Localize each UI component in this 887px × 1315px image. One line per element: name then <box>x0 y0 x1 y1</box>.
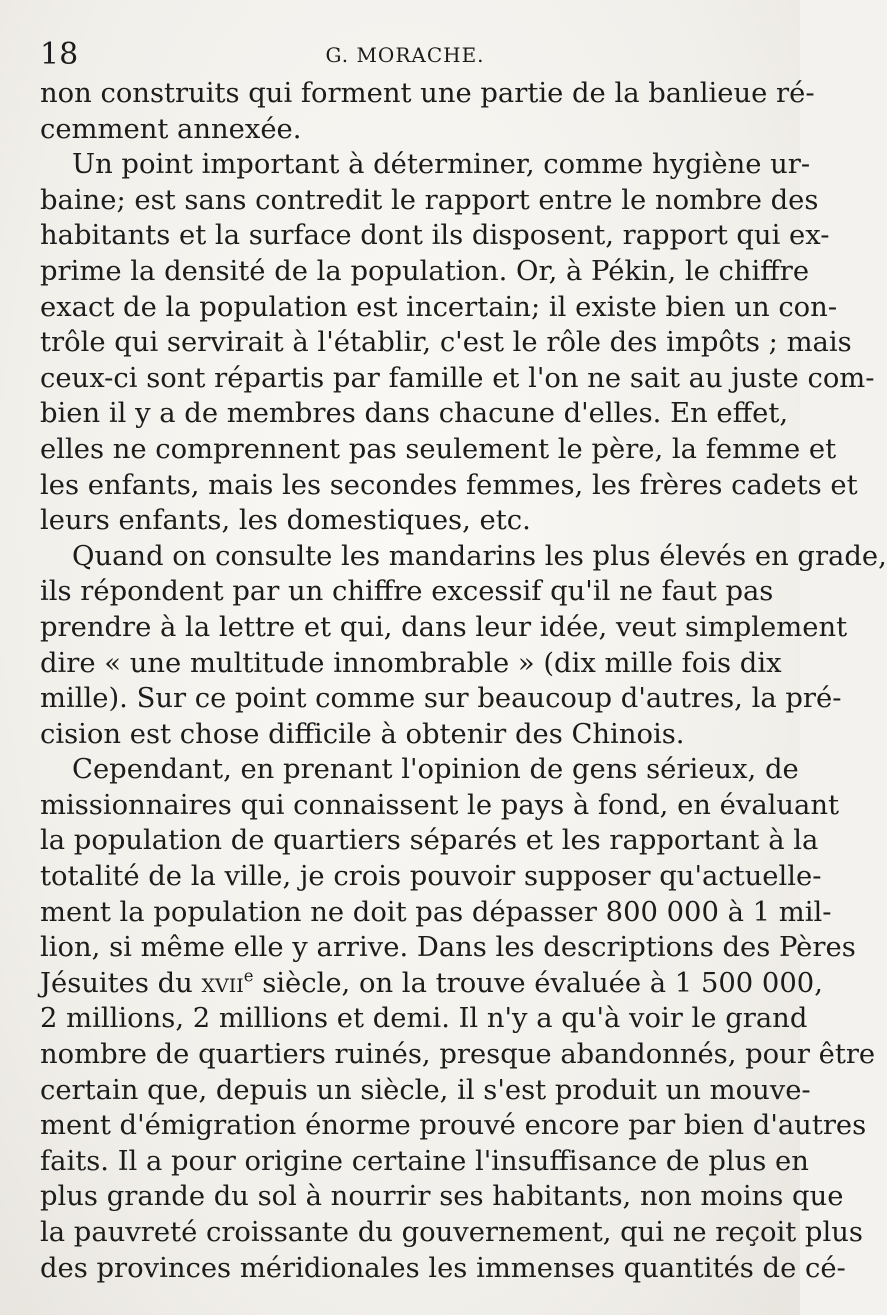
text-line: bien il y a de membres dans chacune d'elles. En effet, <box>40 398 789 430</box>
text-line: exact de la population est incertain; il existe bien un con- <box>40 291 838 323</box>
text-line: ils répondent par un chiffre excessif qu'il ne faut pas <box>40 576 774 608</box>
text-line: Quand on consulte les mandarins les plus élevés en grade, <box>72 540 887 572</box>
text-line: cemment annexée. <box>40 113 302 145</box>
text-line: 2 millions, 2 millions et demi. Il n'y a qu'à voir le grand <box>40 1003 808 1035</box>
page-number: 18 <box>40 37 79 72</box>
text-fragment: Jésuites du <box>40 967 202 999</box>
text-line: non construits qui forment une partie de la banlieue ré- <box>40 78 815 109</box>
text-line: des provinces méridionales les immenses quantités de cé- <box>40 1252 846 1284</box>
paragraph <box>40 752 876 1286</box>
text-line: totalité de la ville, je crois pouvoir supposer qu'actuelle- <box>40 861 822 893</box>
text-line: trôle qui servirait à l'établir, c'est le rôle des impôts ; mais <box>40 327 852 359</box>
text-line: elles ne comprennent pas seulement le père, la femme et <box>40 433 837 465</box>
text-line <box>40 966 823 1002</box>
century-numeral: xvii <box>201 967 244 999</box>
text-line: Un point important à déterminer, comme hygiène ur- <box>72 149 811 181</box>
text-line: ment d'émigration énorme prouvé encore par bien d'autres <box>40 1110 867 1142</box>
text-line: leurs enfants, les domestiques, etc. <box>40 505 531 537</box>
running-head: G. MORACHE. <box>325 43 485 67</box>
text-line: dire « une multitude innombrable » (dix mille fois dix <box>40 647 782 679</box>
text-line: prendre à la lettre et qui, dans leur idée, veut simplement <box>40 611 848 643</box>
text-line: Cependant, en prenant l'opinion de gens sérieux, de <box>72 754 799 786</box>
text-line: plus grande du sol à nourrir ses habitants, non moins que <box>40 1181 844 1213</box>
paragraph <box>40 147 875 539</box>
text-line: faits. Il a pour origine certaine l'insuffisance de plus en <box>40 1145 809 1177</box>
text-line: la pauvreté croissante du gouvernement, qui ne reçoit plus <box>40 1217 863 1248</box>
text-line: certain que, depuis un siècle, il s'est produit un mouve- <box>40 1074 811 1106</box>
text-line: habitants et la surface dont ils disposent, rapport qui ex- <box>40 220 830 252</box>
text-line: cision est chose difficile à obtenir des Chinois. <box>40 718 685 750</box>
text-line: ment la population ne doit pas dépasser 800 000 à 1 mil- <box>40 896 832 928</box>
text-line: baine; est sans contredit le rapport entre le nombre des <box>40 184 819 216</box>
text-line: lion, si même elle y arrive. Dans les descriptions des Pères <box>40 932 856 964</box>
page-header <box>40 30 770 70</box>
text-line: prime la densité de la population. Or, à Pékin, le chiffre <box>40 255 810 287</box>
paragraph <box>40 539 887 753</box>
paragraph <box>40 76 815 147</box>
text-line: mille). Sur ce point comme sur beaucoup d'autres, la pré- <box>40 683 842 715</box>
text-line: nombre de quartiers ruinés, presque abandonnés, pour être <box>40 1039 876 1071</box>
text-line: les enfants, mais les secondes femmes, les frères cadets et <box>40 469 858 501</box>
body-text <box>40 76 887 1286</box>
text-fragment: siècle, on la trouve évaluée à 1 500 000, <box>253 967 823 999</box>
text-line: missionnaires qui connaissent le pays à fond, en évaluant <box>40 789 840 821</box>
text-line: ceux-ci sont répartis par famille et l'on ne sait au juste com- <box>40 362 875 394</box>
superscript: e <box>243 966 254 986</box>
text-line: la population de quartiers séparés et les rapportant à la <box>40 825 819 857</box>
